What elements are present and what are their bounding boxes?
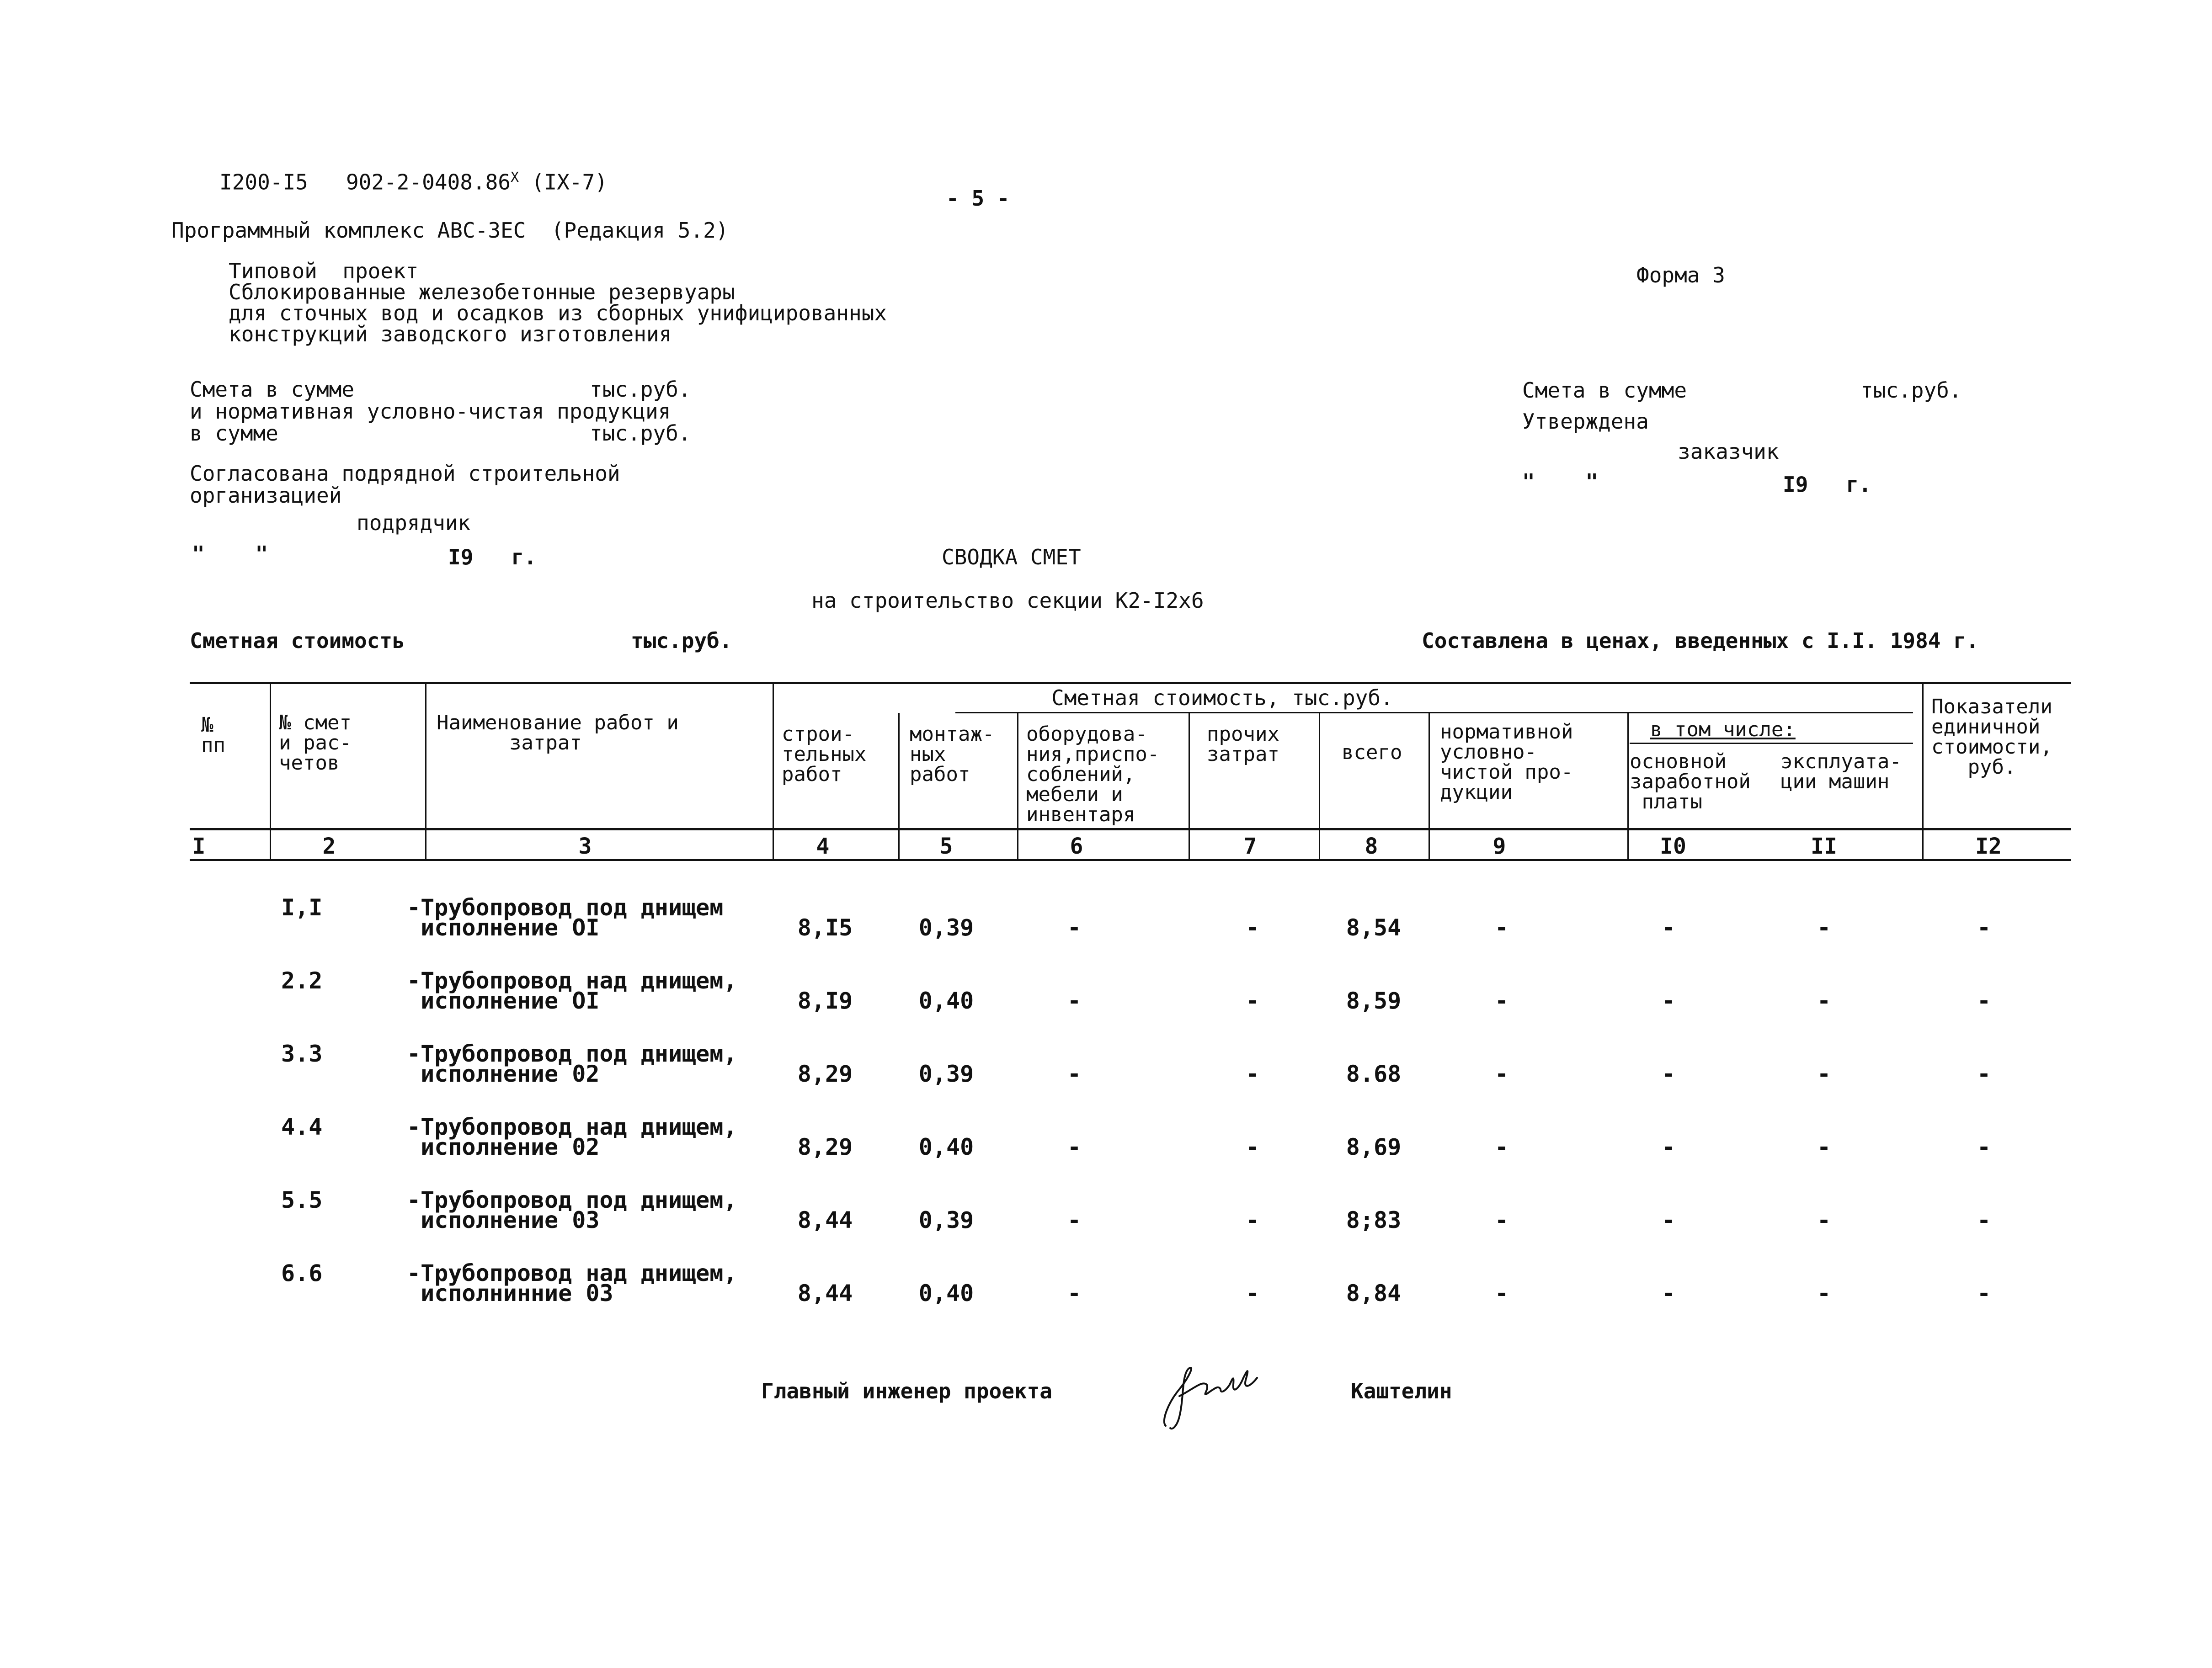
value-cell-c7: - xyxy=(1245,914,1260,941)
value-cell-c10: - xyxy=(1661,1061,1676,1087)
value-cell-c4: 8,I5 xyxy=(797,914,853,941)
summary-subtitle: на строительство секции К2-I2х6 xyxy=(811,588,1204,613)
value-cell-c6: - xyxy=(1067,1134,1082,1160)
value-cell-c4: 8,44 xyxy=(797,1207,853,1233)
approved-label: Утверждена xyxy=(1522,409,1649,434)
date-quotes: " " xyxy=(1522,469,1599,494)
column-number: 5 xyxy=(939,834,953,859)
group-header-cost: Сметная стоимость, тыс.руб. xyxy=(1051,685,1393,710)
value-cell-c12: - xyxy=(1977,914,1991,941)
value-cell-c11: - xyxy=(1817,1280,1831,1307)
col-header-total: всего xyxy=(1342,741,1402,764)
date-year: I9 г. xyxy=(448,545,537,569)
value-cell-c6: - xyxy=(1067,988,1082,1014)
col-header-unit-cost: Показатели единичной стоимости, руб. xyxy=(1931,695,2052,779)
group-header-including: в том числе: xyxy=(1650,718,1796,741)
column-number: 3 xyxy=(578,834,592,859)
value-cell-c12: - xyxy=(1977,1134,1991,1160)
work-name-cell: -Трубопровод под днищем xyxy=(407,894,724,921)
estimate-number-cell: I,I xyxy=(281,894,323,921)
work-name-cell: -Трубопровод над днищем, xyxy=(407,967,737,994)
column-number: 4 xyxy=(816,834,830,859)
value-cell-c9: - xyxy=(1494,1061,1509,1087)
normative-product-label: и нормативная условно-чистая продукция xyxy=(190,399,671,424)
estimate-sum-label: Смета в сумме xyxy=(190,377,355,402)
value-cell-c5: 0,40 xyxy=(918,1280,974,1307)
work-name-cell: исполнение 03 xyxy=(407,1207,600,1233)
estimate-number-cell: 2.2 xyxy=(281,967,323,994)
form-label: Форма 3 xyxy=(1636,263,1725,287)
col-header-equipment: оборудова- ния,приспо- соблений, мебели и инвентаря xyxy=(1026,722,1160,826)
value-cell-c5: 0,39 xyxy=(918,914,974,941)
value-cell-c7: - xyxy=(1245,1207,1260,1233)
value-cell-c5: 0,39 xyxy=(918,1207,974,1233)
value-cell-c12: - xyxy=(1977,988,1991,1014)
date-quotes: " " xyxy=(192,542,268,566)
value-cell-c12: - xyxy=(1977,1280,1991,1307)
value-cell-c5: 0,39 xyxy=(918,1061,974,1087)
col-header-wages: основной заработной платы xyxy=(1630,750,1751,813)
work-name-cell: исполнение OI xyxy=(407,914,600,941)
value-cell-c10: - xyxy=(1661,1280,1676,1307)
value-cell-c5: 0,40 xyxy=(918,988,974,1014)
value-cell-c4: 8,29 xyxy=(797,1061,853,1087)
signature-image xyxy=(1152,1353,1262,1435)
column-number: 9 xyxy=(1492,834,1506,859)
col-header-normative: нормативной условно- чистой про- дукции xyxy=(1440,720,1573,804)
value-cell-c9: - xyxy=(1494,1207,1509,1233)
work-name-cell: -Трубопровод под днищем, xyxy=(407,1187,737,1213)
col-header-row-number: № пп xyxy=(201,713,225,757)
value-cell-c7: - xyxy=(1245,1134,1260,1160)
prices-note: Составлена в ценах, введенных с I.I. 1984 г. xyxy=(1422,628,1979,653)
column-number: I0 xyxy=(1660,834,1686,859)
cost-unit: тыс.руб. xyxy=(631,628,732,653)
document-code-superscript: X xyxy=(510,170,519,186)
estimate-number-cell: 5.5 xyxy=(281,1187,323,1213)
value-cell-c11: - xyxy=(1817,1061,1831,1087)
value-cell-c4: 8,I9 xyxy=(797,988,853,1014)
col-header-other: прочих затрат xyxy=(1207,722,1279,766)
document-code-main: I200-I5 902-2-0408.86 xyxy=(219,170,511,195)
chief-engineer-label: Главный инженер проекта xyxy=(761,1379,1052,1403)
col-header-construction: строи- тельных работ xyxy=(782,722,867,786)
value-cell-c11: - xyxy=(1817,1207,1831,1233)
value-cell-c10: - xyxy=(1661,988,1676,1014)
work-name-cell: исполнение 02 xyxy=(407,1134,600,1160)
date-year: I9 г. xyxy=(1783,472,1871,497)
project-line: Типовой проект xyxy=(229,259,419,283)
cost-label: Сметная стоимость xyxy=(190,628,405,653)
work-name-cell: исполнинние 03 xyxy=(407,1280,613,1307)
value-cell-c7: - xyxy=(1245,988,1260,1014)
value-cell-c8: 8,69 xyxy=(1346,1134,1402,1160)
in-sum-unit: тыс.руб. xyxy=(590,421,691,446)
value-cell-c12: - xyxy=(1977,1207,1991,1233)
value-cell-c8: 8,59 xyxy=(1346,988,1402,1014)
value-cell-c9: - xyxy=(1494,1280,1509,1307)
value-cell-c5: 0,40 xyxy=(918,1134,974,1160)
value-cell-c10: - xyxy=(1661,1207,1676,1233)
value-cell-c9: - xyxy=(1494,988,1509,1014)
col-header-estimate-number: № смет и рас- четов xyxy=(279,711,352,775)
summary-title: СВОДКА СМЕТ xyxy=(942,545,1081,569)
column-number: I2 xyxy=(1975,834,2002,859)
column-number: 7 xyxy=(1243,834,1257,859)
estimate-number-cell: 3.3 xyxy=(281,1041,323,1067)
contractor-label: подрядчик xyxy=(357,510,471,535)
work-name-cell: исполнение 02 xyxy=(407,1061,600,1087)
agreed-line-2: организацией xyxy=(190,483,342,508)
value-cell-c11: - xyxy=(1817,914,1831,941)
project-line: конструкций заводского изготовления xyxy=(229,322,672,346)
work-name-cell: -Трубопровод над днищем, xyxy=(407,1114,737,1140)
value-cell-c10: - xyxy=(1661,1134,1676,1160)
value-cell-c10: - xyxy=(1661,914,1676,941)
estimate-sum-unit: тыс.руб. xyxy=(590,377,691,402)
document-code xyxy=(219,167,608,193)
estimate-number-cell: 6.6 xyxy=(281,1260,323,1286)
col-header-work-name: Наименование работ и затрат xyxy=(437,711,679,754)
work-name-cell: исполнение OI xyxy=(407,988,600,1014)
value-cell-c7: - xyxy=(1245,1061,1260,1087)
value-cell-c9: - xyxy=(1494,914,1509,941)
value-cell-c7: - xyxy=(1245,1280,1260,1307)
estimate-number-cell: 4.4 xyxy=(281,1114,323,1140)
column-number: 6 xyxy=(1070,834,1083,859)
page-number: - 5 - xyxy=(946,186,1010,211)
column-number: 2 xyxy=(322,834,336,859)
value-cell-c11: - xyxy=(1817,1134,1831,1160)
in-sum-label: в сумме xyxy=(190,421,278,446)
project-line: для сточных вод и осадков из сборных унифицированных xyxy=(229,301,887,325)
value-cell-c8: 8,54 xyxy=(1346,914,1402,941)
value-cell-c6: - xyxy=(1067,1061,1082,1087)
value-cell-c11: - xyxy=(1817,988,1831,1014)
value-cell-c8: 8.68 xyxy=(1346,1061,1402,1087)
document-code-tail: (IX-7) xyxy=(519,170,608,195)
column-number: I xyxy=(192,834,206,859)
estimate-sum-label: Смета в сумме xyxy=(1522,378,1687,403)
value-cell-c6: - xyxy=(1067,914,1082,941)
project-line: Сблокированные железобетонные резервуары xyxy=(229,280,735,304)
agreed-line-1: Согласована подрядной строительной xyxy=(190,461,620,486)
value-cell-c8: 8,84 xyxy=(1346,1280,1402,1307)
estimate-sum-unit: тыс.руб. xyxy=(1860,378,1962,403)
value-cell-c9: - xyxy=(1494,1134,1509,1160)
signature-name: Каштелин xyxy=(1351,1379,1452,1403)
work-name-cell: -Трубопровод под днищем, xyxy=(407,1041,737,1067)
value-cell-c6: - xyxy=(1067,1280,1082,1307)
customer-label: заказчик xyxy=(1678,439,1779,464)
value-cell-c6: - xyxy=(1067,1207,1082,1233)
software-line: Программный комплекс АВС-3ЕС (Редакция 5.2) xyxy=(171,218,729,243)
column-number: II xyxy=(1811,834,1837,859)
col-header-machines: эксплуата- ции машин xyxy=(1780,750,1902,793)
col-header-installation: монтаж- ных работ xyxy=(910,722,995,786)
value-cell-c4: 8,29 xyxy=(797,1134,853,1160)
column-number: 8 xyxy=(1365,834,1378,859)
value-cell-c8: 8;83 xyxy=(1346,1207,1402,1233)
work-name-cell: -Трубопровод над днищем, xyxy=(407,1260,737,1286)
value-cell-c4: 8,44 xyxy=(797,1280,853,1307)
value-cell-c12: - xyxy=(1977,1061,1991,1087)
